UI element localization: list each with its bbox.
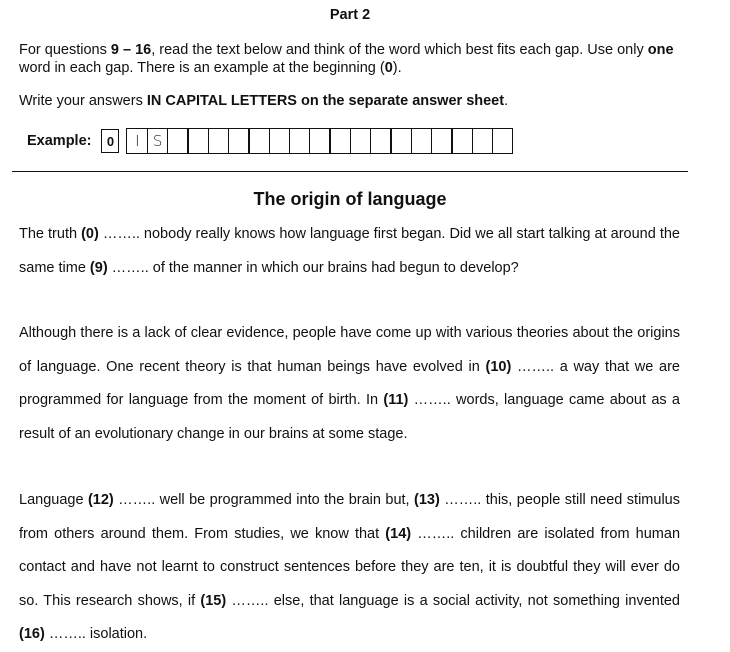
answer-cell	[228, 128, 250, 154]
instr-text: word in each gap. There is an example at the beginning (	[19, 60, 385, 76]
instructions-answer-sheet	[19, 92, 689, 110]
gap-number: (0)	[81, 226, 99, 242]
answer-cell	[492, 128, 514, 154]
passage-text: …….. nobody really knows how language first began. Did we all start talking at around the same time	[19, 226, 680, 276]
answer-cell	[309, 128, 331, 154]
answer-cell	[411, 128, 433, 154]
passage-text: Although there is a lack of clear evidence, people have come up with various theories about the origins of language. One recent theory is that human beings have evolved in	[19, 325, 680, 375]
paragraph-1	[19, 218, 680, 285]
answer-cell	[451, 128, 473, 154]
passage-text: …….. this, people still need stimulus from others around them. From studies, we know that	[19, 492, 680, 542]
answer-cell	[289, 128, 311, 154]
example-row	[27, 127, 513, 155]
instr-text: For questions	[19, 42, 111, 58]
passage-text: …….. isolation.	[44, 626, 148, 643]
answer-cell	[208, 128, 230, 154]
instr-capital-letters: IN CAPITAL LETTERS on the separate answer sheet	[146, 93, 505, 109]
passage-text: Language	[19, 492, 88, 508]
paragraph-2	[19, 317, 680, 451]
answer-cell	[269, 128, 291, 154]
answer-cell	[187, 128, 209, 154]
answer-cell	[370, 128, 392, 154]
gap-number: (12)	[87, 492, 114, 508]
passage-text: …….. a way that we are programmed for language from the moment of birth. In	[19, 358, 680, 409]
paragraph-3	[19, 484, 680, 652]
gap-number: (14)	[385, 525, 412, 542]
instr-question-range: 9 – 16	[110, 42, 152, 58]
text-title: The origin of language	[253, 189, 447, 209]
passage-text: …….. of the manner in which our brains had begun to develop?	[107, 259, 519, 276]
answer-cell	[350, 128, 372, 154]
instructions-gap-fill	[19, 41, 689, 77]
passage-text: The truth	[19, 226, 82, 242]
gap-number: (9)	[89, 259, 108, 276]
gap-number: (10)	[485, 358, 512, 375]
gap-number: (11)	[383, 392, 409, 409]
example-number-box: 0	[101, 129, 119, 153]
passage-text: …….. words, language came about as a result of an evolutionary change in our brains at some stage.	[19, 392, 680, 442]
answer-cell	[329, 128, 351, 154]
answer-cell	[167, 128, 189, 154]
gap-number: (15)	[200, 592, 227, 609]
answer-cell	[431, 128, 453, 154]
answer-cell	[472, 128, 494, 154]
answer-cell	[390, 128, 412, 154]
gap-number: (16)	[19, 626, 45, 643]
answer-cell	[248, 128, 270, 154]
passage-text: …….. else, that language is a social activity, not something invented	[226, 592, 680, 609]
example-label: Example:	[27, 133, 92, 149]
passage-text: …….. well be programmed into the brain but,	[113, 492, 414, 508]
answer-cell: S	[147, 128, 169, 154]
instr-text: .	[504, 93, 509, 109]
answer-cell: I	[126, 128, 148, 154]
passage-text: …….. children are isolated from human contact and have not learnt to construct sentences before they are ten, it is doubtful they will ever do so. This research shows, if	[19, 525, 681, 609]
part-heading: Part 2	[329, 7, 371, 23]
instr-text: Write your answers	[19, 93, 147, 109]
example-answer-grid	[126, 128, 513, 154]
gap-number: (13)	[414, 492, 440, 508]
instr-one-word: one	[647, 42, 674, 58]
instr-example-number: 0	[384, 60, 393, 76]
instr-text: , read the text below and think of the word which best fits each gap. Use only	[151, 42, 648, 58]
divider-line	[12, 171, 688, 172]
instr-text: ).	[392, 60, 402, 76]
